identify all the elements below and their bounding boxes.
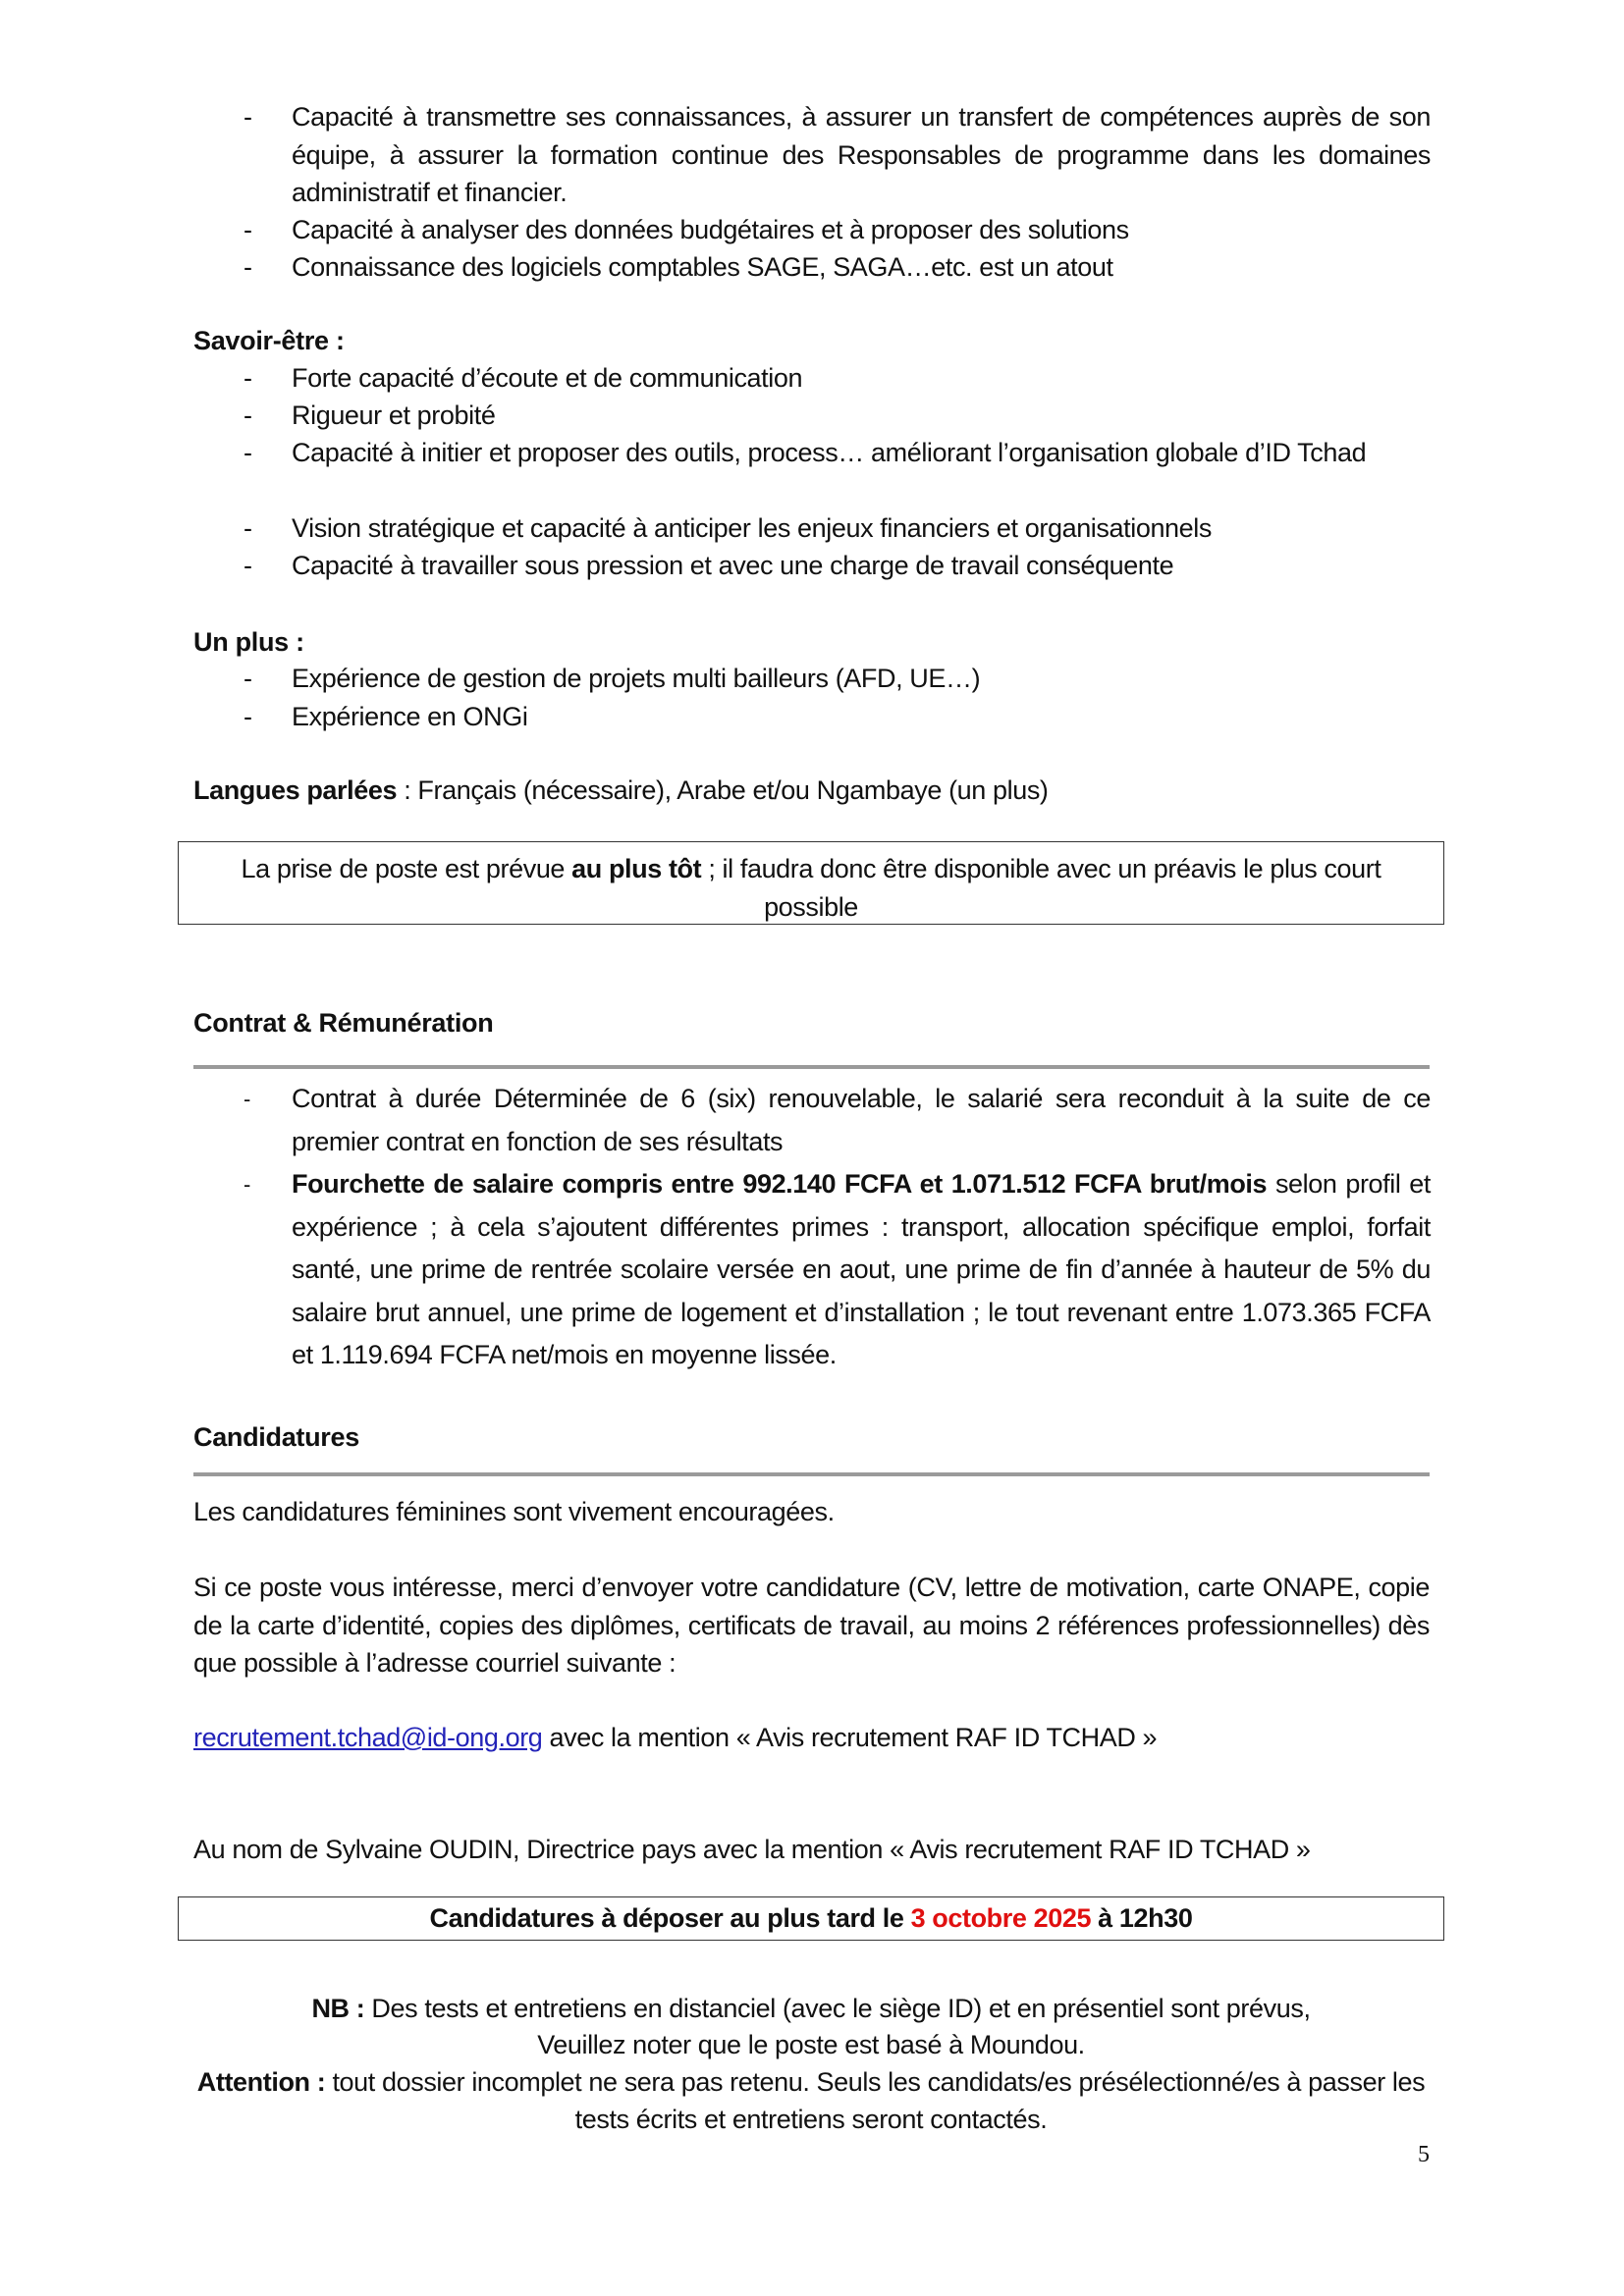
box-text: ; il faudra donc être disponible avec un préavis le plus court possible [701, 854, 1381, 922]
au-nom-line: Au nom de Sylvaine OUDIN, Directrice pays avec la mention « Avis recrutement RAF ID TCHAD » [193, 1835, 1311, 1864]
deadline-box [178, 1896, 1444, 1941]
deadline-text: Candidatures à déposer au plus tard le [429, 1903, 911, 1933]
nb-line [178, 1990, 1444, 2027]
bullet-dash: - [244, 551, 252, 580]
list-item: Capacité à analyser des données budgétaires et à proposer des solutions [292, 215, 1129, 244]
section-divider [193, 1472, 1430, 1476]
list-item [292, 1163, 1431, 1377]
section-heading-un-plus: Un plus : [193, 627, 304, 657]
email-line [193, 1719, 1430, 1757]
candidatures-encouraged: Les candidatures féminines sont vivement encouragées. [193, 1497, 835, 1526]
nb-line-2: Veuillez noter que le poste est basé à Moundou. [537, 2030, 1085, 2059]
section-heading-candidatures: Candidatures [193, 1422, 359, 1452]
nb-text: Des tests et entretiens en distanciel (avec le siège ID) et en présentiel sont prévus, [364, 1994, 1311, 2023]
list-item: Connaissance des logiciels comptables SAGE, SAGA…etc. est un atout [292, 252, 1113, 282]
bullet-dash: - [244, 363, 252, 393]
box-bold-text: au plus tôt [571, 854, 702, 883]
list-item: Forte capacité d’écoute et de communication [292, 363, 803, 393]
bullet-dash: - [244, 438, 252, 467]
salary-details: selon profil et expérience ; à cela s’ajoutent différentes primes : transport, allocation spécifique emploi, forfait santé, une prime de rentrée scolaire versée en aout, une prime de fin d’année à hauteur de 5% du salaire brut annuel, une prime de logement et d’installation ; le tout revenant entre 1.073.365 FCFA et 1.119.694 FCFA net/mois en moyenne lissée. [292, 1169, 1431, 1369]
bullet-dash: - [244, 1172, 251, 1197]
salary-range: Fourchette de salaire compris entre 992.140 FCFA et 1.071.512 FCFA brut/mois [292, 1169, 1268, 1199]
list-item: Vision stratégique et capacité à anticiper les enjeux financiers et organisationnels [292, 513, 1212, 543]
bullet-dash: - [244, 513, 252, 543]
email-link[interactable]: recrutement.tchad@id-ong.org [193, 1723, 543, 1752]
langues-value: : Français (nécessaire), Arabe et/ou Ngambaye (un plus) [397, 775, 1049, 805]
list-item: Capacité à travailler sous pression et avec une charge de travail conséquente [292, 551, 1174, 580]
bullet-dash: - [244, 1087, 251, 1111]
attention-text: tout dossier incomplet ne sera pas retenu. Seuls les candidats/es présélectionné/es à passer les tests écrits et entretiens seront contactés. [325, 2067, 1426, 2134]
list-item: Capacité à initier et proposer des outils, process… améliorant l’organisation globale d’ID Tchad [292, 438, 1367, 467]
list-item: Contrat à durée Déterminée de 6 (six) renouvelable, le salarié sera reconduit à la suite de ce premier contrat en fonction de ses résultats [292, 1084, 1431, 1156]
list-item: Expérience en ONGi [292, 702, 528, 731]
bullet-dash: - [244, 102, 252, 132]
bullet-dash: - [244, 702, 252, 731]
bullet-dash: - [244, 215, 252, 244]
box-text: La prise de poste est prévue [241, 854, 572, 883]
list-item: Capacité à transmettre ses connaissances, à assurer un transfert de compétences auprès de son équipe, à assurer la formation continue des Responsables de programme dans les domaines administratif et financier. [292, 102, 1431, 207]
section-heading-contrat: Contrat & Rémunération [193, 1008, 494, 1038]
email-mention: avec la mention « Avis recrutement RAF ID TCHAD » [542, 1723, 1158, 1752]
section-heading-savoir-etre: Savoir-être : [193, 326, 345, 355]
section-divider [193, 1065, 1430, 1069]
list-item: Expérience de gestion de projets multi bailleurs (AFD, UE…) [292, 664, 981, 693]
attention-label: Attention : [196, 2067, 326, 2097]
langues-line [193, 772, 1430, 810]
list-item: Rigueur et probité [292, 400, 496, 430]
bullet-dash: - [244, 252, 252, 282]
bullet-dash: - [244, 664, 252, 693]
candidatures-instructions: Si ce poste vous intéresse, merci d’envoyer votre candidature (CV, lettre de motivation, carte ONAPE, copie de la carte d’identité, copies des diplômes, certificats de travail, au moins 2 références professionnelles) dès que possible à l’adresse courriel suivante : [193, 1573, 1430, 1678]
deadline-time: à 12h30 [1091, 1903, 1193, 1933]
nb-label: NB : [311, 1994, 365, 2023]
page-number: 5 [1418, 2142, 1430, 2167]
langues-label: Langues parlées [193, 775, 398, 805]
prise-de-poste-box [178, 841, 1444, 925]
deadline-date: 3 octobre 2025 [910, 1903, 1092, 1933]
attention-note [178, 2063, 1444, 2138]
bullet-dash: - [244, 400, 252, 430]
